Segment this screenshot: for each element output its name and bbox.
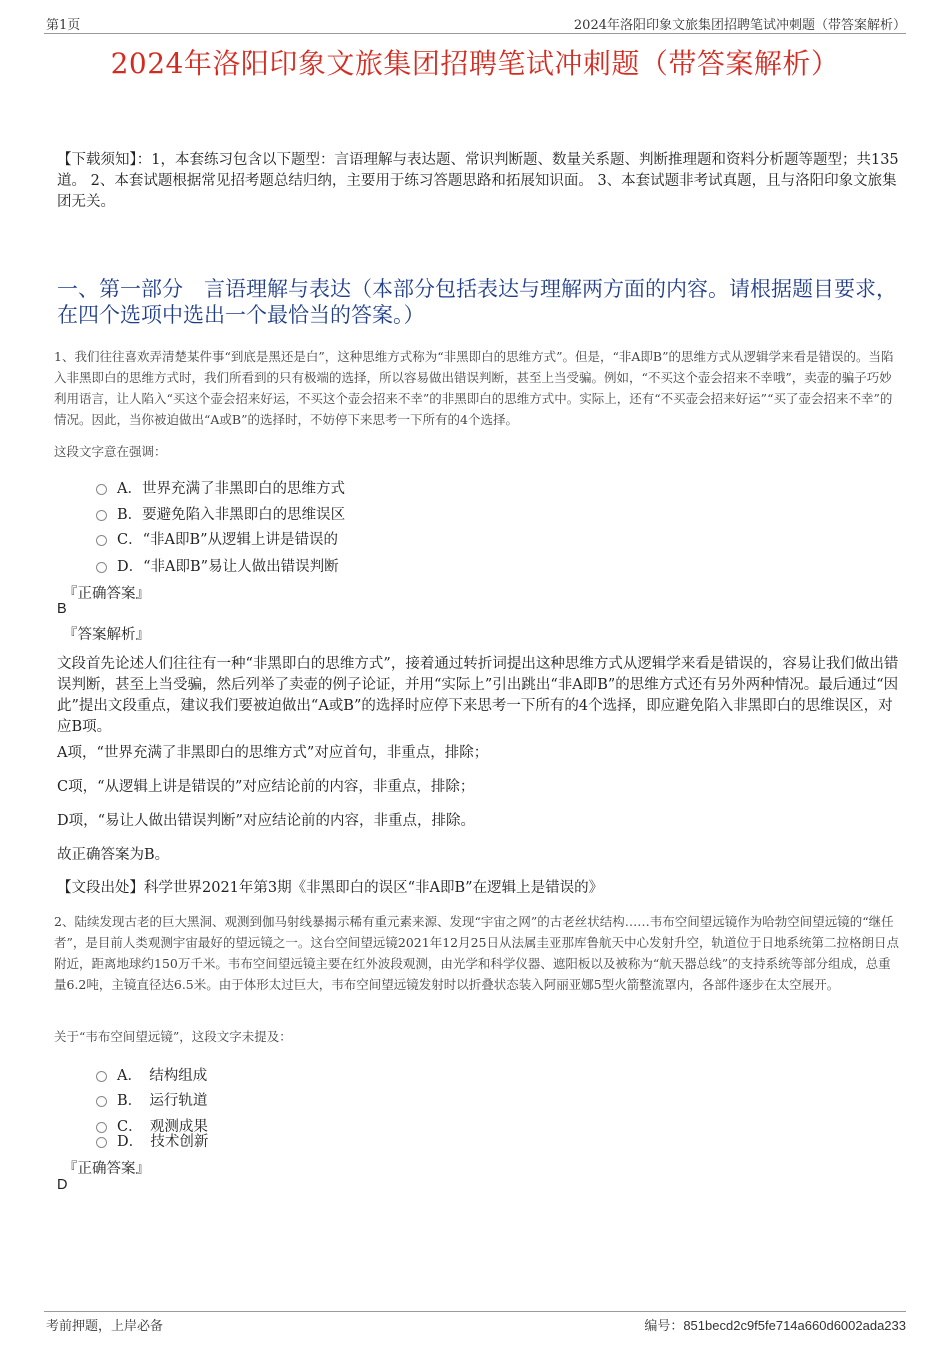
page-number: 第1页	[46, 18, 81, 33]
footer-code-label: 编号：	[644, 1319, 684, 1334]
radio-icon[interactable]	[96, 510, 107, 521]
question-1-option-a[interactable]	[96, 477, 345, 498]
option-label: C． 观测成果	[117, 1119, 208, 1135]
analysis-text: 文段首先论述人们往往有一种“非黑即白的思维方式”，接着通过转折词提出这种思维方式从逻辑学来看是错误的，容易让我们做出错误判断，甚至上当受骗，然后列举了卖壶的例子论证，并用“实际上”引出跳出“非A即B”的思维方式还有另外两种情况。最后通过“因此”提出文段重点，建议我们要被迫做出“A或B”的选择时应停下来思考一下所有的4个选择，即应避免陷入非黑即白的思维误区，对应B项。	[57, 656, 899, 735]
header-divider	[44, 33, 906, 34]
option-label: D． 技术创新	[117, 1134, 209, 1150]
answer-value: D	[57, 1177, 68, 1193]
question-2-option-b[interactable]	[96, 1089, 207, 1110]
answer-label: 『正确答案』	[63, 586, 150, 602]
option-label: A． 结构组成	[117, 1068, 208, 1084]
question-1-option-d[interactable]	[96, 555, 339, 576]
option-label: B．要避免陷入非黑即白的思维误区	[117, 507, 346, 523]
option-label: B． 运行轨道	[117, 1093, 208, 1109]
analysis-conclusion: 故正确答案为B。	[57, 847, 170, 863]
radio-icon[interactable]	[96, 1137, 107, 1148]
question-1-option-c[interactable]	[96, 528, 338, 549]
analysis-option-a: A项，“世界充满了非黑即白的思维方式”对应首句，非重点，排除；	[57, 745, 489, 761]
radio-icon[interactable]	[96, 562, 107, 573]
question-1-text: 1、我们往往喜欢弄清楚某件事“到底是黑还是白”，这种思维方式称为“非黑即白的思维方式”。但是，“非A即B”的思维方式从逻辑学来看是错误的。当陷入非黑即白的思维方式时，我们所看到的只有极端的选择，所以容易做出错误判断，甚至上当受骗。例如，“不买这个壶会招来不幸哦”，卖壶的骗子巧妙利用语言，让人陷入“买这个壶会招来好运，不买这个壶会招来不幸”的非黑即白的思维方式中。实际上，还有“不买壶会招来好运”“买了壶会招来不幸”的情况。因此，当你被迫做出“A或B”的选择时，不妨停下来思考一下所有的4个选择。	[54, 349, 894, 427]
question-1-prompt: 这段文字意在强调：	[54, 444, 167, 459]
option-label: D．“非A即B”易让人做出错误判断	[117, 559, 339, 575]
question-1-option-b[interactable]	[96, 503, 345, 524]
analysis-label: 『答案解析』	[63, 627, 150, 643]
footer-code-value: 851becd2c9f5fe714a660d6002ada233	[683, 1318, 906, 1333]
radio-icon[interactable]	[96, 1071, 107, 1082]
option-label: C．“非A即B”从逻辑上讲是错误的	[117, 532, 339, 548]
page-title: 2024年洛阳印象文旅集团招聘笔试冲刺题（带答案解析）	[110, 47, 840, 80]
question-2-prompt: 关于“韦布空间望远镜”，这段文字未提及：	[54, 1029, 292, 1044]
option-label: A．世界充满了非黑即白的思维方式	[117, 481, 345, 497]
text-source: 【文段出处】科学世界2021年第3期《非黑即白的误区“非A即B”在逻辑上是错误的》	[57, 880, 604, 896]
analysis-option-c: C项，“从逻辑上讲是错误的”对应结论前的内容，非重点，排除；	[57, 779, 475, 795]
answer-value: B	[57, 601, 67, 617]
footer-code	[644, 1315, 906, 1334]
question-2-text: 2、陆续发现古老的巨大黑洞、观测到伽马射线暴揭示稀有重元素来源、发现“宇宙之网”的古老丝状结构……韦布空间望远镜作为哈勃空间望远镜的“继任者”，是目前人类观测宇宙最好的望远镜之一。这台空间望远镜2021年12月25日从法属圭亚那库鲁航天中心发射升空，轨道位于日地系统第二拉格朗日点附近，距离地球约150万千米。韦布空间望远镜主要在红外波段观测，由光学和科学仪器、遮阳板以及被称为“航天器总线”的支持系统等部分组成，总重量6.2吨，主镜直径达6.5米。由于体形太过巨大，韦布空间望远镜发射时以折叠状态装入阿丽亚娜5型火箭整流罩内，各部件逐步在太空展开。	[54, 914, 900, 992]
section-heading: 一、第一部分 言语理解与表达（本部分包括表达与理解两方面的内容。请根据题目要求，在四个选项中选出一个最恰当的答案。）	[57, 277, 897, 327]
analysis-option-d: D项，“易让人做出错误判断”对应结论前的内容，非重点，排除。	[57, 813, 475, 829]
header-doc-title: 2024年洛阳印象文旅集团招聘笔试冲刺题（带答案解析）	[573, 18, 906, 33]
download-notice: 【下载须知】：1，本套练习包含以下题型：言语理解与表达题、常识判断题、数量关系题、判断推理题和资料分析题等题型；共135道。 2、本套试题根据常见招考题总结归纳，主要用于练习答题思路和拓展知识面。 3、本套试题非考试真题，且与洛阳印象文旅集团无关。	[57, 152, 899, 210]
answer-label: 『正确答案』	[63, 1161, 150, 1177]
question-2-option-a[interactable]	[96, 1064, 207, 1085]
radio-icon[interactable]	[96, 535, 107, 546]
footer-slogan: 考前押题，上岸必备	[46, 1319, 164, 1334]
radio-icon[interactable]	[96, 484, 107, 495]
radio-icon[interactable]	[96, 1096, 107, 1107]
footer-divider	[44, 1311, 906, 1312]
question-2-option-d[interactable]	[96, 1130, 208, 1151]
